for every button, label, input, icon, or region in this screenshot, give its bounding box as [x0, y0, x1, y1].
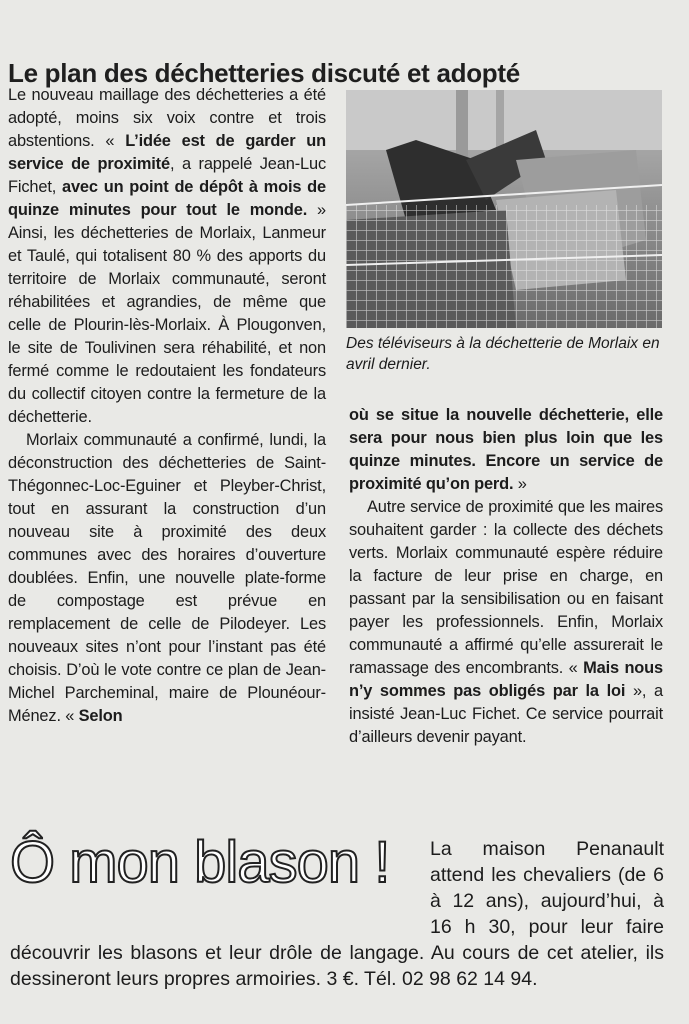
article-photo: [346, 90, 662, 328]
photo-televisions-in-cages: [346, 90, 662, 328]
article-paragraph: [349, 496, 663, 749]
article-column-left: [8, 84, 326, 728]
text-run: » Ainsi, les déchetteries de Morlaix, Lanmeur et Taulé, qui totalisent 80 % des apports du territoire de Morlaix communauté, seront réhabilitées et agrandies, de même que celle de Plourin-lès-Morlaix. À Plougonven, le site de Toulivinen sera réhabilité, et non fermé comme le redoutaient les fondateurs du collectif citoyen contre la fermeture de la déchetterie.: [8, 201, 326, 426]
text-run: », a insisté Jean-Luc Fichet. Ce service pourrait d’ailleurs devenir payant.: [349, 682, 663, 746]
bold-quote: Selon: [78, 707, 123, 725]
brief-title: Ô mon blason !: [10, 830, 390, 895]
bold-quote: Mais nous n’y sommes pas obligés par la loi: [349, 659, 664, 700]
article-paragraph: [8, 84, 326, 429]
bold-quote: avec un point de dépôt à mois de quinze minutes pour tout le monde.: [8, 178, 326, 219]
text-run: Autre service de proximité que les maires souhaitent garder : la collecte des déchets verts. Morlaix communauté espère réduire la facture de leur prise en charge, en passant par la sensibilisation ou en faisant payer les professionnels. Enfin, Morlaix communauté a affirmé qu’elle assurerait le ramassage des encombrants. «: [349, 498, 663, 677]
text-run: »: [513, 475, 527, 493]
brief-text: La maison Penanault attend les chevaliers (de 6 à 12 ans), aujourd’hui, à 16 h 30, pour leur faire découvrir les blasons et leur drôle de langage. Au cours de cet atelier, ils dessineront leurs propres armoiries. 3 €. Tél. 02 98 62 14 94.: [10, 838, 664, 990]
photo-caption: Des téléviseurs à la déchetterie de Morlaix en avril dernier.: [346, 335, 660, 373]
article-paragraph: [8, 429, 326, 728]
bold-quote: L’idée est de garder un service de proximité: [8, 132, 326, 173]
text-run: Morlaix communauté a confirmé, lundi, la déconstruction des déchetteries de Saint-Thégonnec-Loc-Eguiner et Pleyber-Christ, tout en assurant la construction d’un nouveau site à proximité des deux communes avec des horaires d’ouverture doublées. Enfin, une nouvelle plate-forme de compostage est prévue en remplacement de celle de Pilodeyer. Les nouveaux sites n’ont pour l’instant pas été choisis. D’où le vote contre ce plan de Jean-Michel Parcheminal, maire de Plounéour-Ménez. «: [8, 431, 326, 725]
article-paragraph: [349, 404, 663, 496]
text-run: , a rappelé Jean-Luc Fichet,: [8, 155, 326, 196]
article-headline: Le plan des déchetteries discuté et adopté: [8, 58, 520, 89]
text-run: Le nouveau maillage des déchetteries a été adopté, moins six voix contre et trois abstentions. «: [8, 86, 326, 150]
article-column-right: [349, 404, 663, 749]
bold-quote: où se situe la nouvelle déchetterie, elle sera pour nous bien plus loin que les quinze minutes. Encore un service de proximité qu’on perd.: [349, 406, 663, 493]
